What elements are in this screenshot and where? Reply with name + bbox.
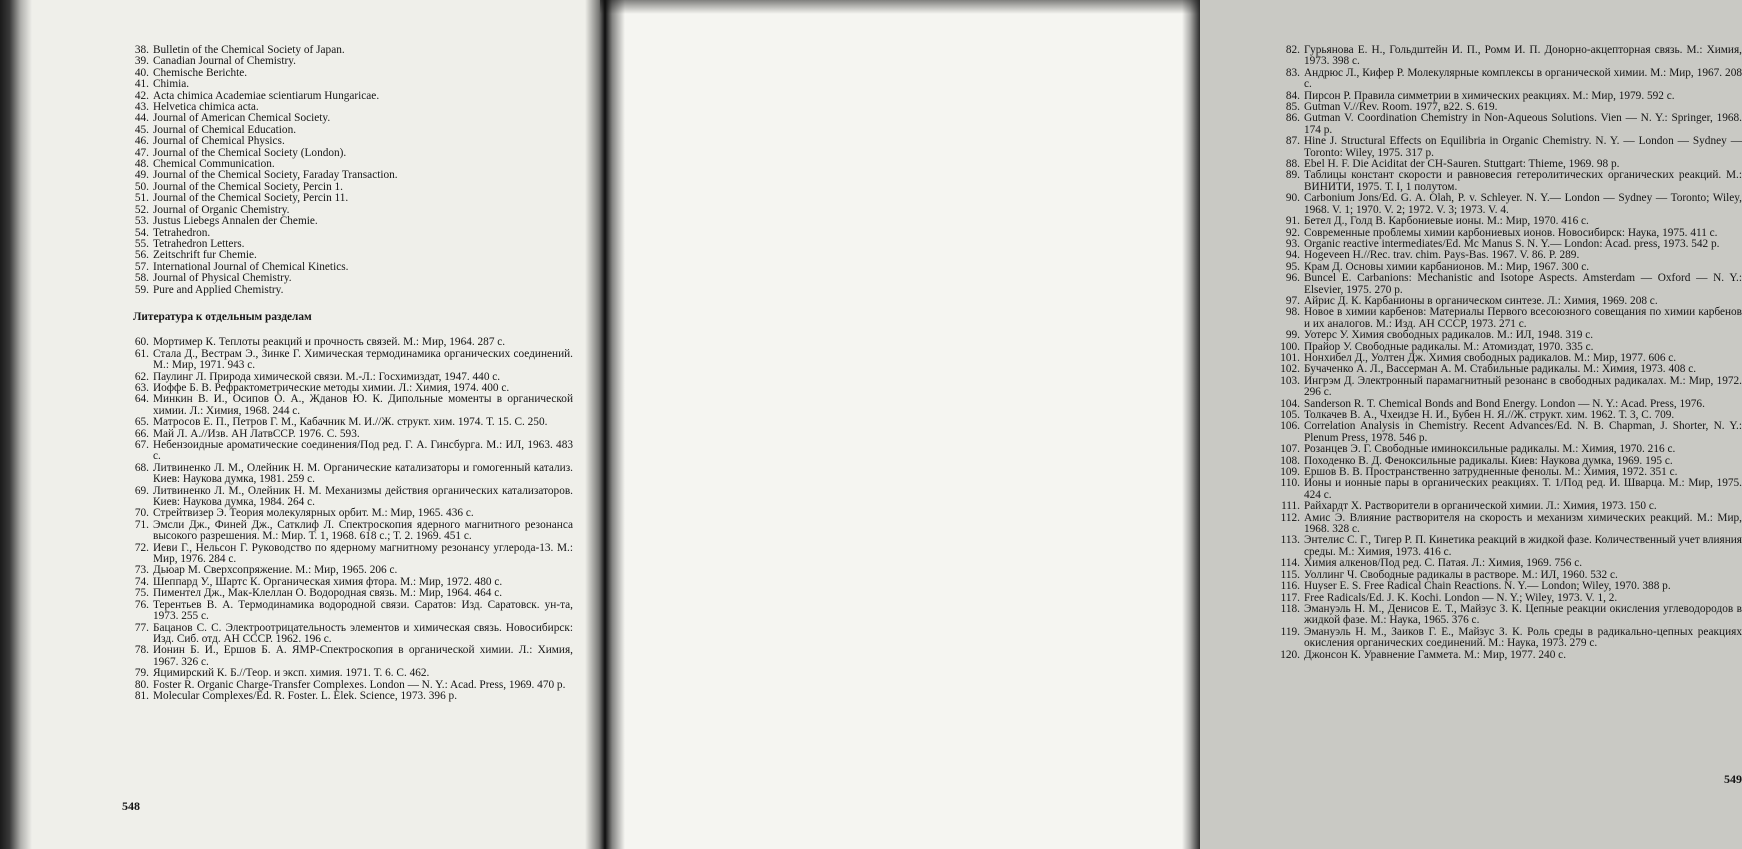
reference-entry — [133, 216, 573, 227]
entry-text: Journal of Chemical Physics. — [153, 135, 285, 148]
entry-text: Райхардт Х. Растворители в органической химии. Л.: Химия, 1973. 150 с. — [1304, 500, 1657, 513]
entry-number: 50. — [134, 180, 149, 193]
entry-text: Canadian Journal of Chemistry. — [153, 55, 296, 68]
entry-text: Розанцев Э. Г. Свободные иминоксильные радикалы. М.: Химия, 1970. 216 с. — [1304, 443, 1676, 456]
entry-text: Journal of Chemical Education. — [153, 123, 297, 136]
reference-entry — [1280, 444, 1742, 455]
entry-text: Стрейтвизер Э. Теория молекулярных орбит. М.: Мир, 1965. 436 с. — [153, 507, 474, 520]
entry-text: Уоллинг Ч. Свободные радикалы в растворе. М.: ИЛ, 1960. 532 с. — [1304, 568, 1618, 581]
page-number-right: 549 — [1724, 772, 1742, 786]
entry-number: 44. — [134, 112, 149, 125]
reference-entry — [1280, 170, 1742, 193]
entry-number: 73. — [134, 564, 149, 577]
entry-text: Энтелис С. Г., Тигер Р. П. Кинетика реакций в жидкой фазе. Количественный учет влияния среды. М.: Химия, 1973. 416 с. — [1304, 534, 1742, 558]
entry-number: 47. — [134, 146, 149, 159]
entry-number: 46. — [134, 135, 149, 148]
entry-number: 58. — [134, 272, 149, 285]
entry-number: 84. — [1285, 89, 1300, 102]
entry-text: Современные проблемы химии карбониевых ионов. Новосибирск: Наука, 1975. 411 с. — [1304, 226, 1718, 239]
reference-entry — [133, 349, 573, 372]
reference-entry — [1280, 535, 1742, 558]
reference-entry — [1280, 421, 1742, 444]
entry-number: 43. — [134, 101, 149, 114]
entry-text: Journal of the Chemical Society (London). — [153, 146, 347, 159]
entry-text: Май Л. А.//Изв. АН ЛатвССР. 1976. С. 593. — [153, 427, 360, 440]
entry-text: Journal of Physical Chemistry. — [153, 272, 292, 285]
entry-number: 57. — [134, 260, 149, 273]
reference-entry — [133, 417, 573, 428]
entry-number: 107. — [1280, 443, 1300, 456]
entry-text: Андрюс Л., Кифер Р. Молекулярные комплексы в органической химии. М.: Мир, 1967. 208 с. — [1304, 66, 1742, 91]
left-column — [133, 45, 573, 702]
entry-number: 81. — [134, 689, 149, 702]
entry-number: 74. — [134, 575, 149, 588]
reference-entry — [1280, 113, 1742, 136]
entry-number: 104. — [1280, 397, 1300, 410]
entry-text: Нонхибел Д., Уолтен Дж. Химия свободных радикалов. М.: Мир, 1977. 606 с. — [1304, 351, 1677, 364]
entry-number: 82. — [1285, 44, 1300, 56]
reference-entry — [1280, 45, 1742, 68]
entry-number: 95. — [1285, 260, 1300, 273]
reference-entry — [133, 486, 573, 509]
entry-number: 110. — [1280, 477, 1300, 490]
entry-text: Correlation Analysis in Chemistry. Recent Advances/Ed. N. B. Chapman, J. Shorter, N. Y.: Plenum Press, 1978. 546 p. — [1304, 420, 1742, 444]
entry-number: 77. — [134, 621, 149, 634]
entry-number: 71. — [134, 518, 149, 531]
reference-entry — [133, 273, 573, 284]
entry-number: 87. — [1285, 135, 1300, 148]
reference-entry — [1280, 558, 1742, 569]
reference-entry — [133, 79, 573, 90]
entry-text: Ebel H. F. Die Aciditat der CH-Sauren. Stuttgart: Thieme, 1969. 98 p. — [1304, 158, 1620, 171]
entry-number: 86. — [1285, 112, 1300, 125]
entry-text: Journal of the Chemical Society, Percin 1. — [153, 180, 344, 193]
entry-number: 69. — [134, 484, 149, 497]
entry-text: Толкачев В. А., Чхеидзе Н. И., Бубен Н. Я.//Ж. структ. хим. 1962. Т. 3, С. 709. — [1304, 409, 1675, 421]
entry-text: Zeitschrift fur Chemie. — [153, 249, 257, 262]
entry-text: Gutman V. Coordination Chemistry in Non-Aqueous Solutions. Vien — N. Y.: Springer, 1968. 174 p. — [1304, 112, 1742, 136]
entry-text: Chemical Communication. — [153, 158, 275, 171]
entry-text: Bulletin of the Chemical Society of Japan. — [153, 44, 345, 56]
reference-entry — [133, 440, 573, 463]
entry-number: 78. — [134, 644, 149, 657]
entry-text: Journal of Organic Chemistry. — [153, 203, 290, 216]
entry-number: 56. — [134, 249, 149, 262]
entry-text: Justus Liebegs Annalen der Chemie. — [153, 215, 318, 228]
entry-number: 65. — [134, 416, 149, 429]
entry-number: 106. — [1280, 420, 1300, 433]
reference-entry — [1280, 513, 1742, 536]
entry-text: Паулинг Л. Природа химической связи. М.-Л.: Госхимиздат, 1947. 440 с. — [153, 370, 501, 383]
entry-number: 68. — [134, 461, 149, 474]
entry-number: 64. — [134, 393, 149, 406]
entry-number: 52. — [134, 203, 149, 216]
entry-text: Chimia. — [153, 78, 190, 91]
reference-entry — [1280, 478, 1742, 501]
entry-text: Organic reactive intermediates/Ed. Mc Manus S. N. Y.— London: Acad. press, 1973. 542 p. — [1304, 237, 1720, 250]
entry-text: Tetrahedron Letters. — [153, 237, 245, 250]
entry-text: Carbonium Jons/Ed. G. A. Olah, P. v. Schleyer. N. Y.— London — Sydney — Toronto; Wiley, 1968. V. 1; 1970. V. 2; 1972. V. 3; 1973. V. 4. — [1304, 192, 1742, 216]
entry-text: Ионин Б. И., Ершов Б. А. ЯМР-Спектроскопия в органической химии. Л.: Химия, 1967. 326 с. — [153, 644, 573, 668]
entry-text: Pure and Applied Chemistry. — [153, 283, 284, 296]
entry-text: Free Radicals/Ed. J. K. Kochi. London — N. Y.; Wiley, 1973. V. 1, 2. — [1304, 591, 1618, 604]
reference-entry — [133, 600, 573, 623]
entry-text: Иоффе Б. В. Рефрактометрические методы химии. Л.: Химия, 1974. 400 с. — [153, 381, 510, 394]
entry-number: 83. — [1285, 66, 1300, 79]
entry-number: 53. — [134, 215, 149, 228]
entry-number: 118. — [1280, 602, 1300, 615]
entry-number: 98. — [1285, 306, 1300, 319]
entry-number: 66. — [134, 427, 149, 440]
reference-entry — [1280, 250, 1742, 261]
reference-entry — [133, 543, 573, 566]
entry-number: 61. — [134, 347, 149, 360]
entry-number: 54. — [134, 226, 149, 239]
reference-entry — [1280, 330, 1742, 341]
entry-text: Foster R. Organic Charge-Transfer Complexes. London — N. Y.: Acad. Press, 1969. 470 p. — [153, 678, 566, 691]
entry-text: Бетел Д., Голд В. Карбониевые ионы. М.: Мир, 1970. 416 с. — [1304, 215, 1589, 228]
reference-entry — [1280, 273, 1742, 296]
entry-text: Походенко В. Д. Феноксильные радикалы. Киев: Наукова думка, 1969. 195 с. — [1304, 454, 1673, 467]
entry-number: 119. — [1280, 625, 1300, 638]
entry-number: 38. — [134, 44, 149, 56]
entry-number: 101. — [1280, 351, 1300, 364]
entry-number: 48. — [134, 158, 149, 171]
reference-entry — [133, 193, 573, 204]
reference-entry — [133, 645, 573, 668]
entry-text: Стала Д., Вестрам Э., Зинке Г. Химическая термодинамика органических соединений. М.: Мир, 1971. 943 с. — [153, 347, 573, 372]
reference-entry — [133, 691, 573, 702]
entry-text: International Journal of Chemical Kinetics. — [153, 260, 349, 273]
entry-text: Гурьянова Е. Н., Гольдштейн И. П., Ромм И. П. Донорно-акцепторная связь. М.: Химия, 1973. 398 с. — [1304, 44, 1742, 68]
entry-number: 105. — [1280, 409, 1300, 421]
reference-entry — [1280, 627, 1742, 650]
entry-text: Литвиненко Л. М., Олейник Н. М. Органические катализаторы и гомогенный катализ. Киев: Наукова думка, 1981. 259 с. — [153, 461, 573, 486]
entry-text: Крам Д. Основы химии карбанионов. М.: Мир, 1967. 300 с. — [1304, 260, 1590, 273]
entry-number: 97. — [1285, 294, 1300, 307]
entry-text: Hine J. Structural Effects on Equilibria in Organic Chemistry. N. Y. — London — Sydney — Toronto: Wiley, 1975. 317 p. — [1304, 135, 1742, 159]
reference-entry — [133, 250, 573, 261]
reference-entry — [133, 588, 573, 599]
entry-text: Ионы и ионные пары в органических реакциях. Т. 1/Под ред. И. Шварца. М.: Мир, 1975. 424 с. — [1304, 477, 1742, 501]
entry-text: Амис Э. Влияние растворителя на скорость и механизм химических реакций. М.: Мир, 1968. 328 с. — [1304, 511, 1742, 536]
entry-text: Journal of American Chemical Society. — [153, 112, 331, 125]
entry-text: Эмсли Дж., Финей Дж., Сатклиф Л. Спектроскопия ядерного магнитного резонанса высокого разрешения. М.: Мир. Т. 1, 1968. 618 с.; Т. 2. 1969. 451 с. — [153, 518, 573, 543]
entry-number: 76. — [134, 598, 149, 611]
entry-text: Sanderson R. T. Chemical Bonds and Bond Energy. London — N. Y.: Acad. Press, 1976. — [1304, 397, 1705, 410]
entry-number: 63. — [134, 381, 149, 394]
entry-text: Уотерс У. Химия свободных радикалов. М.: ИЛ, 1948. 319 с. — [1304, 329, 1594, 342]
entry-number: 51. — [134, 192, 149, 205]
reference-entry — [133, 520, 573, 543]
entry-number: 93. — [1285, 237, 1300, 250]
reference-entry — [1280, 604, 1742, 627]
entry-number: 120. — [1280, 648, 1300, 661]
reference-entry — [1280, 136, 1742, 159]
entry-number: 94. — [1285, 249, 1300, 262]
entry-number: 49. — [134, 169, 149, 182]
entry-text: Ингрэм Д. Электронный парамагнитный резонанс в свободных радикалах. М.: Мир, 1972. 296 с. — [1304, 374, 1742, 399]
entry-text: Molecular Complexes/Ed. R. Foster. L. Elek. Science, 1973. 396 p. — [153, 689, 458, 702]
entry-text: Helvetica chimica acta. — [153, 101, 259, 114]
entry-number: 85. — [1285, 101, 1300, 114]
entry-number: 96. — [1285, 272, 1300, 285]
reference-entry — [1280, 68, 1742, 91]
entry-number: 42. — [134, 89, 149, 102]
page-edge-shadow-right — [1182, 0, 1200, 849]
entry-text: Chemische Berichte. — [153, 66, 248, 79]
entry-number: 39. — [134, 55, 149, 68]
entry-number: 108. — [1280, 454, 1300, 467]
entry-number: 60. — [134, 336, 149, 349]
page-edge-shadow — [0, 0, 32, 849]
reference-entry — [133, 136, 573, 147]
entry-number: 99. — [1285, 329, 1300, 342]
reference-list-left — [133, 337, 573, 702]
section-heading: Литература к отдельным разделам — [133, 310, 312, 323]
entry-text: Эмануэль Н. М., Заиков Г. Е., Майзус З. К. Роль среды в радикально-цепных реакциях окисления органических соединений. М.: Наука, 1973. 279 с. — [1304, 625, 1742, 650]
reference-list-right — [1280, 45, 1742, 661]
entry-number: 79. — [134, 667, 149, 680]
entry-text: Gutman V.//Rev. Room. 1977, в22. S. 619. — [1304, 101, 1498, 114]
entry-text: Дьюар М. Сверхсопряжение. М.: Мир, 1965. 206 с. — [153, 564, 398, 577]
entry-number: 100. — [1280, 340, 1300, 353]
entry-text: Пиментел Дж., Мак-Клеллан О. Водородная связь. М.: Мир, 1964. 464 с. — [153, 587, 503, 600]
entry-number: 80. — [134, 678, 149, 691]
reference-entry — [1280, 376, 1742, 399]
reference-entry — [133, 394, 573, 417]
entry-number: 115. — [1280, 568, 1300, 581]
right-column — [1280, 45, 1742, 661]
entry-number: 70. — [134, 507, 149, 520]
entry-number: 55. — [134, 237, 149, 250]
entry-text: Бацанов С. С. Электроотрицательность элементов и химическая связь. Новосибирск: Изд. Сиб. отд. АН СССР. 1962. 196 с. — [153, 621, 573, 645]
reference-entry — [133, 623, 573, 646]
entry-number: 45. — [134, 123, 149, 136]
entry-text: Терентьев В. А. Термодинамика водородной связи. Саратов: Изд. Саратовск. ун-та, 1973. 255 с. — [153, 598, 573, 623]
entry-number: 113. — [1280, 534, 1300, 547]
top-scan-shadow — [600, 0, 1200, 14]
reference-entry — [1280, 501, 1742, 512]
entry-number: 92. — [1285, 226, 1300, 239]
entry-text: Buncel E. Carbanions: Mechanistic and Isotope Aspects. Amsterdam — Oxford — N. Y.: Elsevier, 1975. 270 p. — [1304, 272, 1742, 296]
right-page — [600, 0, 1742, 849]
entry-number: 67. — [134, 439, 149, 451]
entry-text: Минкин В. И., Осипов О. А., Жданов Ю. К. Дипольные моменты в органической химии. Л.: Химия, 1968. 244 с. — [153, 393, 573, 417]
entry-text: Acta chimica Academiae scientiarum Hungaricae. — [153, 89, 380, 102]
page-number-left: 548 — [122, 799, 140, 813]
entry-number: 62. — [134, 370, 149, 383]
entry-text: Шеппард У., Шартс К. Органическая химия фтора. М.: Мир, 1972. 480 с. — [153, 575, 503, 588]
left-page — [0, 0, 600, 849]
entry-number: 116. — [1280, 580, 1300, 593]
entry-number: 88. — [1285, 158, 1300, 171]
entry-number: 109. — [1280, 466, 1300, 479]
entry-number: 40. — [134, 66, 149, 79]
entry-number: 72. — [134, 541, 149, 554]
reference-entry — [1280, 650, 1742, 661]
journal-list — [133, 45, 573, 296]
entry-text: Небензоидные ароматические соединения/Под ред. Г. А. Гинсбурга. М.: ИЛ, 1963. 483 с. — [153, 439, 573, 463]
entry-number: 75. — [134, 587, 149, 600]
reference-entry — [1280, 307, 1742, 330]
reference-entry — [1280, 216, 1742, 227]
entry-number: 41. — [134, 78, 149, 91]
entry-text: Прайор У. Свободные радикалы. М.: Атомиздат, 1970. 335 с. — [1304, 340, 1594, 353]
reference-entry — [133, 463, 573, 486]
entry-text: Айрис Д. К. Карбанионы в органическом синтезе. Л.: Химия, 1969. 208 с. — [1304, 294, 1658, 307]
entry-number: 111. — [1281, 500, 1300, 513]
entry-number: 59. — [134, 283, 149, 296]
entry-text: Huyser E. S. Free Radical Chain Reactions. N. Y.— London; Wiley, 1970. 388 p. — [1304, 580, 1671, 593]
entry-text: Джонсон К. Уравнение Гаммета. М.: Мир, 1977. 240 с. — [1304, 648, 1567, 661]
entry-text: Эмануэль Н. М., Денисов Е. Т., Майзус З. К. Цепные реакции окисления углеводородов в жидкой фазе. М.: Наука, 1965. 376 с. — [1304, 602, 1742, 627]
reference-entry — [1280, 193, 1742, 216]
entry-text: Journal of the Chemical Society, Percin 11. — [153, 192, 349, 205]
entry-number: 91. — [1285, 215, 1300, 228]
entry-number: 103. — [1280, 374, 1300, 387]
entry-text: Литвиненко Л. М., Олейник Н. М. Механизмы действия органических катализаторов. Киев: Наукова думка, 1984. 264 с. — [153, 484, 573, 509]
entry-number: 90. — [1285, 192, 1300, 205]
entry-text: Яцимирский К. Б.//Теор. и эксп. химия. 1971. Т. 6. С. 462. — [153, 667, 430, 680]
reference-entry — [133, 285, 573, 296]
entry-text: Мортимер К. Теплоты реакций и прочность связей. М.: Мир, 1964. 287 с. — [153, 336, 506, 349]
entry-text: Матросов Е. П., Петров Г. М., Кабачник М. И.//Ж. структ. хим. 1974. Т. 15. С. 250. — [153, 416, 548, 429]
entry-text: Новое в химии карбенов: Материалы Первого всесоюзного совещания по химии карбенов и их аналогов. М.: Изд. АН СССР, 1973. 271 с. — [1304, 306, 1742, 330]
entry-number: 114. — [1280, 557, 1300, 570]
entry-text: Hogeveen H.//Rec. trav. chim. Pays-Bas. 1967. V. 86. P. 289. — [1304, 249, 1580, 262]
entry-number: 117. — [1280, 591, 1300, 604]
entry-text: Journal of the Chemical Society, Faraday Transaction. — [153, 169, 398, 182]
entry-number: 112. — [1280, 511, 1300, 524]
entry-text: Химия алкенов/Под ред. С. Патая. Л.: Химия, 1969. 756 с. — [1304, 557, 1583, 570]
reference-entry — [133, 668, 573, 679]
reference-entry — [1280, 581, 1742, 592]
entry-text: Пирсон Р. Правила симметрии в химических реакциях. М.: Мир, 1979. 592 с. — [1304, 89, 1675, 102]
entry-number: 102. — [1280, 363, 1300, 376]
entry-text: Бучаченко А. Л., Вассерман А. М. Стабильные радикалы. М.: Химия, 1973. 408 с. — [1304, 363, 1697, 376]
reference-entry — [133, 68, 573, 79]
book-gutter — [585, 0, 625, 849]
entry-text: Иеви Г., Нельсон Г. Руководство по ядерному магнитному резонансу углерода-13. М.: Мир, 1976. 284 с. — [153, 541, 573, 566]
entry-number: 89. — [1285, 169, 1300, 182]
entry-text: Tetrahedron. — [153, 226, 211, 239]
entry-text: Таблицы констант скорости и равновесия гетеролитических органических реакций. М.: ВИНИТИ, 1975. Т. I, 1 полутом. — [1304, 169, 1742, 193]
entry-text: Ершов В. В. Пространственно затрудненные фенолы. М.: Химия, 1972. 351 с. — [1304, 466, 1678, 479]
